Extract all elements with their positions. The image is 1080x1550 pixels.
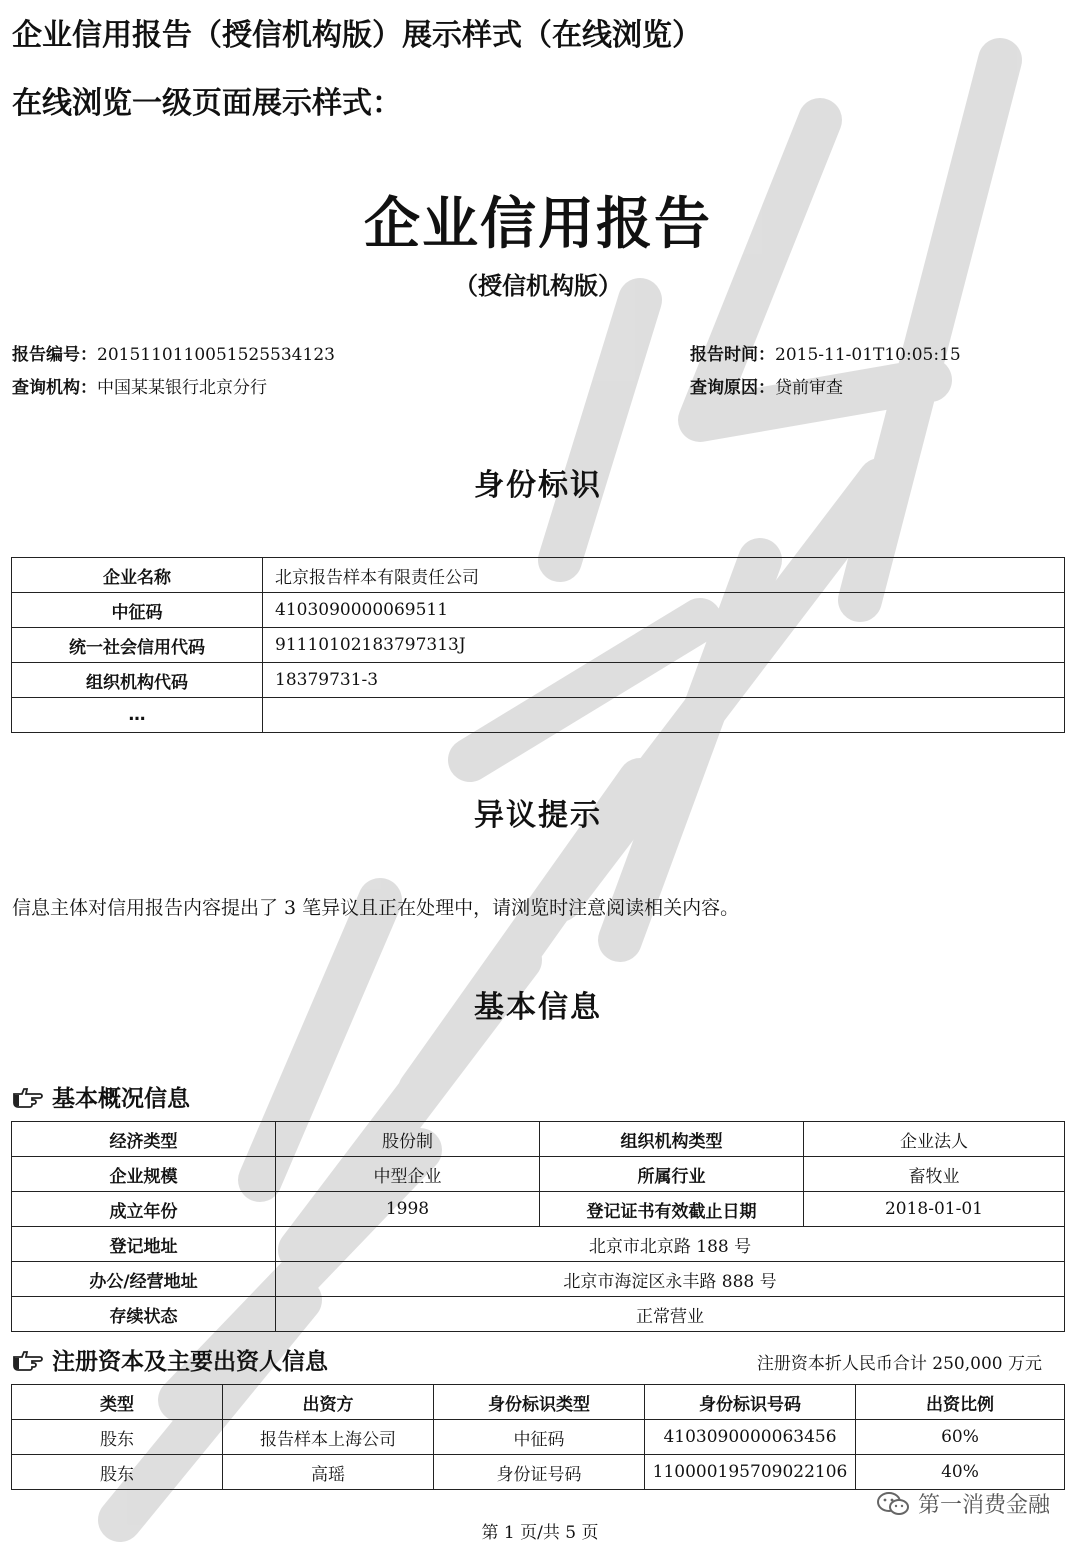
- overview-heading: [12, 1080, 190, 1113]
- page-heading-1: 企业信用报告（授信机构版）展示样式（在线浏览）: [12, 18, 702, 53]
- cell-label: 存续状态: [12, 1297, 276, 1332]
- report-time: [690, 340, 961, 365]
- id-label: 组织机构代码: [12, 663, 263, 698]
- table-row: [12, 1227, 1065, 1262]
- cell-value: 企业法人: [804, 1122, 1065, 1157]
- cell-value: 中型企业: [276, 1157, 540, 1192]
- query-reason-value: 贷前审查: [775, 378, 843, 398]
- report-time-value: 2015-11-01T10:05:15: [775, 345, 961, 365]
- report-subtitle: （授信机构版）: [454, 272, 622, 300]
- id-label: 中征码: [12, 593, 263, 628]
- cell-label: 登记地址: [12, 1227, 276, 1262]
- cell-label: 成立年份: [12, 1192, 276, 1227]
- query-reason-label: 查询原因：: [690, 378, 775, 398]
- cell: 股东: [12, 1420, 223, 1455]
- cell: 报告样本上海公司: [223, 1420, 434, 1455]
- basic-info-title: 基本信息: [474, 990, 602, 1025]
- overview-title: 基本概况信息: [52, 1086, 190, 1112]
- page-heading-2: 在线浏览一级页面展示样式：: [12, 86, 402, 121]
- table-row: [12, 1262, 1065, 1297]
- capital-title: 注册资本及主要出资人信息: [52, 1349, 328, 1375]
- overview-table: [11, 1121, 1065, 1332]
- id-value: 北京报告样本有限责任公司: [263, 558, 1065, 593]
- cell: 110000195709022106: [645, 1455, 856, 1490]
- brand-watermark: [876, 1488, 1050, 1519]
- column-header: 身份标识类型: [434, 1385, 645, 1420]
- table-row: [12, 663, 1065, 698]
- query-org-value: 中国某某银行北京分行: [97, 378, 267, 398]
- report-no-label: 报告编号：: [12, 345, 97, 365]
- table-row: [12, 1157, 1065, 1192]
- query-reason: [690, 373, 843, 398]
- cell-label: 企业规模: [12, 1157, 276, 1192]
- pointing-hand-icon: [12, 1086, 44, 1108]
- table-row: [12, 1122, 1065, 1157]
- table-row: [12, 1192, 1065, 1227]
- column-header: 出资比例: [856, 1385, 1065, 1420]
- cell: 高瑶: [223, 1455, 434, 1490]
- table-row: [12, 1420, 1065, 1455]
- table-row: [12, 628, 1065, 663]
- table-row: [12, 698, 1065, 733]
- table-row: [12, 558, 1065, 593]
- id-value: 18379731-3: [263, 663, 1065, 698]
- table-row: [12, 593, 1065, 628]
- table-row: [12, 1455, 1065, 1490]
- id-value: 91110102183797313J: [263, 628, 1065, 663]
- table-row: [12, 1297, 1065, 1332]
- identity-title: 身份标识: [474, 468, 602, 503]
- id-label: 统一社会信用代码: [12, 628, 263, 663]
- brand-name: 第一消费金融: [917, 1493, 1050, 1518]
- column-header: 类型: [12, 1385, 223, 1420]
- cell-label: 登记证书有效截止日期: [540, 1192, 804, 1227]
- column-header: 出资方: [223, 1385, 434, 1420]
- report-no-value: 2015110110051525534123: [97, 345, 335, 365]
- cell-label: 办公/经营地址: [12, 1262, 276, 1297]
- id-value: [263, 698, 1065, 733]
- report-no: [12, 340, 335, 365]
- cell: 股东: [12, 1455, 223, 1490]
- cell-label: 经济类型: [12, 1122, 276, 1157]
- id-value: 4103090000069511: [263, 593, 1065, 628]
- cell: 60%: [856, 1420, 1065, 1455]
- cell: 4103090000063456: [645, 1420, 856, 1455]
- cell: 中征码: [434, 1420, 645, 1455]
- id-label: 企业名称: [12, 558, 263, 593]
- capital-table: [11, 1384, 1065, 1490]
- objection-notice: 信息主体对信用报告内容提出了 3 笔异议且正在处理中，请浏览时注意阅读相关内容。: [12, 897, 740, 919]
- query-org: [12, 373, 267, 398]
- report-title: 企业信用报告: [364, 191, 712, 257]
- identity-table: [11, 557, 1065, 733]
- cell-value: 北京市海淀区永丰路 888 号: [276, 1262, 1065, 1297]
- pointing-hand-icon: [12, 1349, 44, 1371]
- capital-total-note: 注册资本折人民币合计 250,000 万元: [756, 1354, 1042, 1374]
- capital-heading: [12, 1343, 328, 1376]
- cell-value: 北京市北京路 188 号: [276, 1227, 1065, 1262]
- cell-value: 2018-01-01: [804, 1192, 1065, 1227]
- cell-label: 组织机构类型: [540, 1122, 804, 1157]
- table-header-row: [12, 1385, 1065, 1420]
- column-header: 身份标识号码: [645, 1385, 856, 1420]
- cell-value: 1998: [276, 1192, 540, 1227]
- cell-value: 正常营业: [276, 1297, 1065, 1332]
- cell: 40%: [856, 1455, 1065, 1490]
- cell-label: 所属行业: [540, 1157, 804, 1192]
- objection-title: 异议提示: [474, 798, 602, 833]
- report-time-label: 报告时间：: [690, 345, 775, 365]
- id-label: …: [12, 698, 263, 733]
- cell: 身份证号码: [434, 1455, 645, 1490]
- page-footer: 第 1 页/共 5 页: [481, 1523, 599, 1543]
- cell-value: 股份制: [276, 1122, 540, 1157]
- cell-value: 畜牧业: [804, 1157, 1065, 1192]
- wechat-icon: [876, 1491, 910, 1517]
- query-org-label: 查询机构：: [12, 378, 97, 398]
